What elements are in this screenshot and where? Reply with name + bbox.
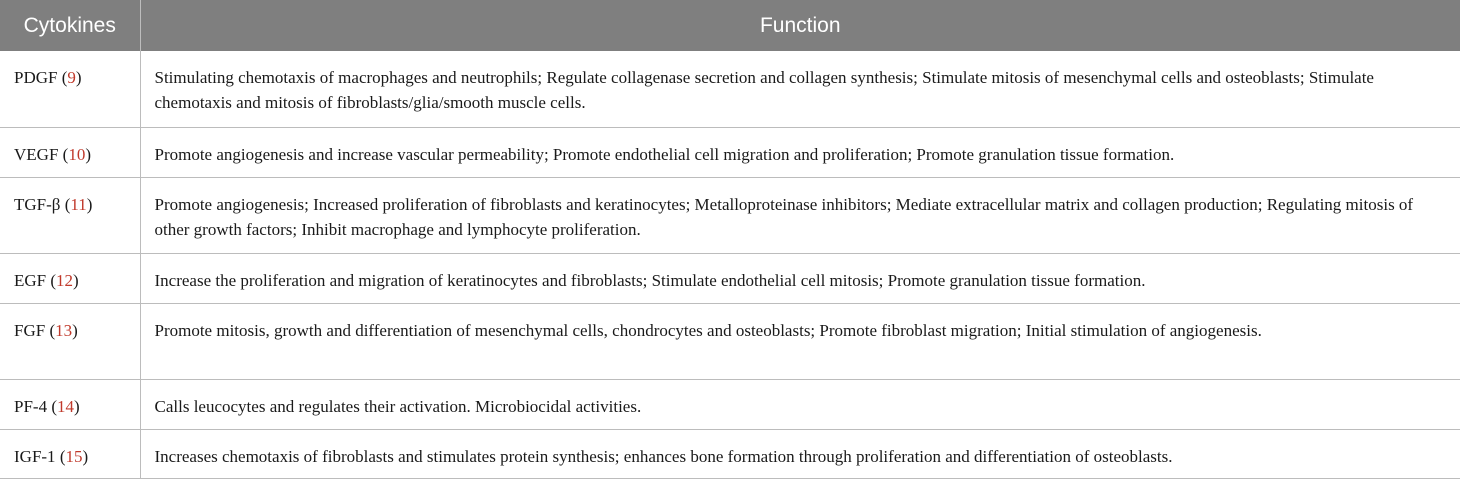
reference-link[interactable]: 12: [56, 270, 74, 290]
cytokine-name: VEGF: [14, 144, 59, 164]
table-row: [0, 253, 1460, 303]
function-cell: Stimulating chemotaxis of macrophages and neutrophils; Regulate collagenase secretion and collagen synthesis; Stimulate mitosis of mesenchymal cells and osteoblasts; Stimulate chemotaxis and mitosis of fibroblasts/glia/smooth muscle cells.: [140, 51, 1460, 127]
header-function: Function: [140, 0, 1460, 51]
header-row: [0, 0, 1460, 51]
cytokine-cell: PF-4 (14): [0, 379, 140, 429]
reference-link[interactable]: 15: [65, 446, 83, 466]
cytokine-name: PDGF: [14, 68, 58, 87]
reference-link[interactable]: 11: [70, 194, 87, 214]
header-cytokines: Cytokines: [0, 0, 140, 51]
function-cell: Increases chemotaxis of fibroblasts and stimulates protein synthesis; enhances bone formation through proliferation and differentiation of osteoblasts.: [140, 429, 1460, 478]
cytokine-name: EGF: [14, 270, 47, 290]
function-cell: Promote angiogenesis; Increased proliferation of fibroblasts and keratinocytes; Metalloproteinase inhibitors; Mediate extracellular matrix and collagen production; Regulating mitosis of other growth factors; Inhibit macrophage and lymphocyte proliferation.: [140, 177, 1460, 253]
reference-link[interactable]: 13: [55, 320, 73, 340]
function-cell: Calls leucocytes and regulates their activation. Microbiocidal activities.: [140, 379, 1460, 429]
function-cell: Increase the proliferation and migration of keratinocytes and fibroblasts; Stimulate endothelial cell mitosis; Promote granulation tissue formation.: [140, 253, 1460, 303]
table-row: [0, 51, 1460, 127]
table-row: [0, 127, 1460, 177]
cytokine-cell: IGF-1 (15): [0, 429, 140, 478]
table-row: [0, 303, 1460, 379]
cytokine-cell: FGF (13): [0, 303, 140, 379]
table-row: [0, 177, 1460, 253]
cytokine-cell: PDGF (9): [0, 51, 140, 127]
reference-link[interactable]: 14: [57, 396, 74, 416]
table-row: [0, 429, 1460, 478]
reference-link[interactable]: 9: [67, 68, 76, 87]
function-cell: Promote angiogenesis and increase vascular permeability; Promote endothelial cell migration and proliferation; Promote granulation tissue formation.: [140, 127, 1460, 177]
cytokine-name: PF-4: [14, 396, 48, 416]
function-cell: Promote mitosis, growth and differentiation of mesenchymal cells, chondrocytes and osteoblasts; Promote fibroblast migration; Initial stimulation of angiogenesis.: [140, 303, 1460, 379]
cytokine-cell: EGF (12): [0, 253, 140, 303]
cytokine-name: FGF: [14, 320, 46, 340]
cytokine-name: TGF-β: [14, 194, 61, 214]
table-row: [0, 379, 1460, 429]
cytokine-cell: TGF-β (11): [0, 177, 140, 253]
cytokine-name: IGF-1: [14, 446, 56, 466]
reference-link[interactable]: 10: [68, 144, 86, 164]
cytokine-cell: VEGF (10): [0, 127, 140, 177]
